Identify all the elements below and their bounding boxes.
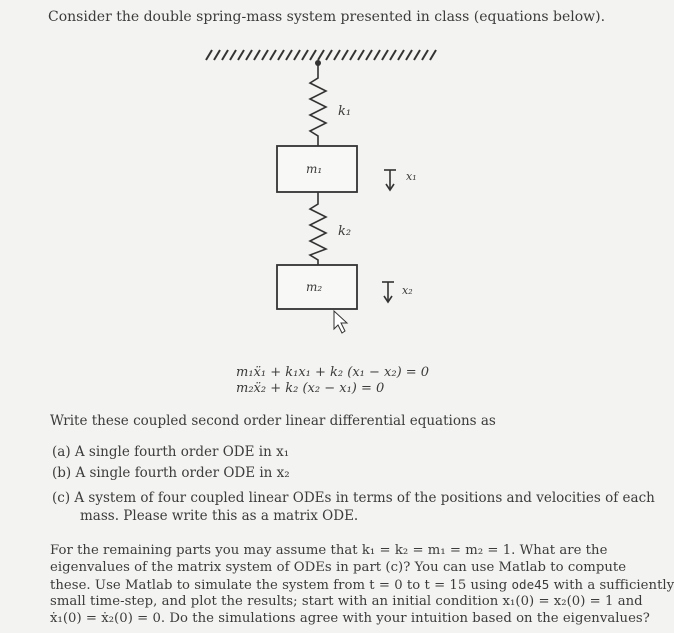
label-x2: x₂ <box>402 284 413 297</box>
para-line1: For the remaining parts you may assume that k₁ = k₂ = m₁ = m₂ = 1. What are the <box>50 543 608 558</box>
label-m2: m₂ <box>306 280 323 294</box>
intro-text: Consider the double spring-mass system presented in class (equations below). <box>48 9 606 25</box>
label-m1: m₁ <box>306 162 323 176</box>
para-line5: ẋ₁(0) = ẋ₂(0) = 0. Do the simulations agree with your intuition based on the eigenvalues? <box>50 611 650 626</box>
spring-k1 <box>310 63 326 146</box>
item-a: (a) A single fourth order ODE in x₁ <box>52 444 290 460</box>
para-line3-start: these. Use Matlab to simulate the system from t = 0 to t = 15 using <box>50 578 512 593</box>
para-line3 <box>50 577 674 594</box>
equation-2: m₂ẍ₂ + k₂ (x₂ − x₁) = 0 <box>236 381 385 396</box>
item-c-line2: mass. Please write this as a matrix ODE. <box>80 508 359 524</box>
item-c-line1: (c) A system of four coupled linear ODEs in terms of the positions and velocities of each <box>52 490 655 506</box>
x1-arrow <box>384 170 396 190</box>
para-line4: small time-step, and plot the results; start with an initial condition x₁(0) = x₂(0) = 1 and <box>50 594 643 609</box>
label-x1: x₁ <box>406 170 417 183</box>
x2-arrow <box>382 282 394 302</box>
equation-1: m₁ẍ₁ + k₁x₁ + k₂ (x₁ − x₂) = 0 <box>236 365 430 380</box>
label-k2: k₂ <box>338 224 352 239</box>
spring-k2 <box>310 192 326 265</box>
para-line3-end: with a sufficiently <box>549 578 674 593</box>
mouse-cursor-icon <box>334 311 347 333</box>
item-b: (b) A single fourth order ODE in x₂ <box>52 465 290 481</box>
code-ode45: ode45 <box>511 577 550 592</box>
label-k1: k₁ <box>338 104 352 119</box>
ceiling-support <box>206 50 436 60</box>
para-line2: eigenvalues of the matrix system of ODEs in part (c)? You can use Matlab to compute <box>50 560 627 575</box>
instruction-text: Write these coupled second order linear differential equations as <box>50 413 496 429</box>
